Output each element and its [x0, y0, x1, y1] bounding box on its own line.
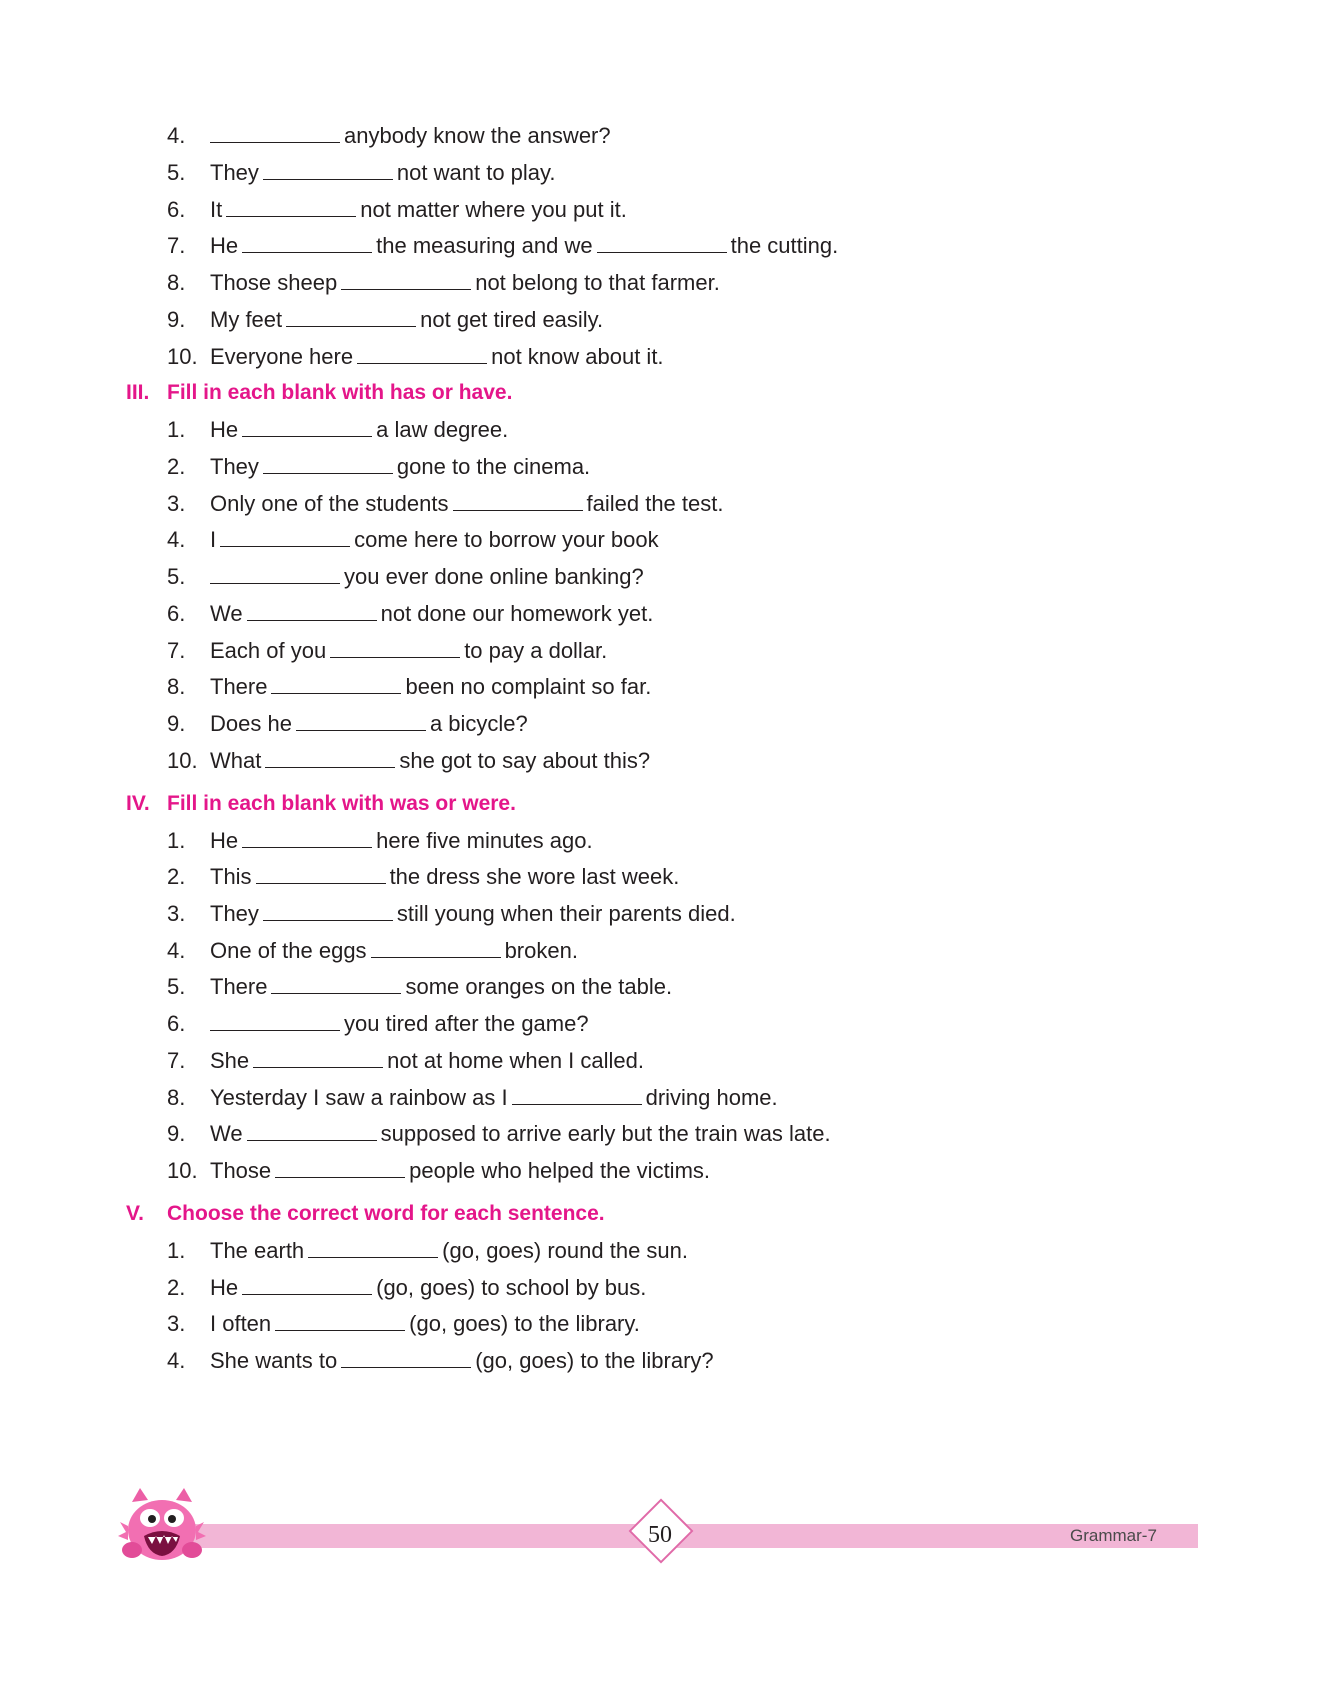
item-text-after: (go, goes) to school by bus. [376, 1275, 647, 1300]
answer-blank[interactable] [296, 708, 426, 731]
item-number: 4. [167, 1348, 186, 1373]
item-text-after: broken. [504, 938, 578, 963]
item-text-after: still young when their parents died. [396, 901, 736, 926]
item-text [210, 1153, 710, 1189]
item-text [210, 192, 627, 228]
item-number: 4. [167, 527, 186, 552]
answer-blank[interactable] [271, 671, 401, 694]
item-text [210, 339, 664, 375]
item-text-before: Everyone here [210, 344, 354, 369]
answer-blank[interactable] [308, 1235, 438, 1258]
answer-blank[interactable] [271, 971, 401, 994]
item-text [210, 1006, 589, 1042]
answer-blank[interactable] [275, 1308, 405, 1331]
item-text [210, 1343, 714, 1379]
answer-blank[interactable] [265, 745, 395, 768]
item-text-before: Each of you [210, 638, 327, 663]
item-text-before: I [210, 527, 217, 552]
item-text-before: My feet [210, 307, 283, 332]
item-number: 1. [167, 828, 186, 853]
item-text-after: driving home. [645, 1085, 778, 1110]
section-title: Choose the correct word for each sentence. [167, 1202, 605, 1225]
item-number: 6. [167, 197, 186, 222]
item-number: 1. [167, 417, 186, 442]
item-text-after: you tired after the game? [344, 1011, 589, 1036]
item-text [210, 896, 736, 932]
answer-blank[interactable] [242, 414, 372, 437]
item-text-before: One of the eggs [210, 938, 367, 963]
item-number: 7. [167, 233, 186, 258]
answer-blank[interactable] [210, 1008, 340, 1031]
item-text-middle: the measuring and we [376, 233, 593, 258]
item-text [210, 155, 556, 191]
answer-blank[interactable] [275, 1155, 405, 1178]
item-text-before: I often [210, 1311, 272, 1336]
item-text-before: Those sheep [210, 270, 338, 295]
item-number: 9. [167, 1121, 186, 1146]
item-text-before: He [210, 1275, 239, 1300]
item-number: 3. [167, 1311, 186, 1336]
item-text-after: anybody know the answer? [344, 123, 611, 148]
item-text [210, 633, 607, 669]
section-title: Fill in each blank with was or were. [167, 792, 516, 815]
answer-blank[interactable] [357, 341, 487, 364]
item-number: 8. [167, 674, 186, 699]
item-text-after: some oranges on the table. [405, 974, 673, 999]
section-roman-numeral: V. [126, 1202, 144, 1225]
item-text-before: There [210, 974, 268, 999]
page-number: 50 [648, 1522, 672, 1548]
item-text-after: the dress she wore last week. [389, 864, 680, 889]
item-number: 10. [167, 1158, 198, 1183]
item-number: 4. [167, 938, 186, 963]
item-number: 3. [167, 901, 186, 926]
answer-blank[interactable] [371, 935, 501, 958]
item-text-after: she got to say about this? [399, 748, 651, 773]
item-text-before: He [210, 828, 239, 853]
item-text-after: here five minutes ago. [376, 828, 593, 853]
item-text [210, 265, 720, 301]
item-text-after: to pay a dollar. [464, 638, 608, 663]
item-text [210, 706, 528, 742]
item-text-after: (go, goes) round the sun. [442, 1238, 688, 1263]
item-text-after: a law degree. [376, 417, 509, 442]
item-text-after: not belong to that farmer. [475, 270, 720, 295]
item-text-before: They [210, 454, 259, 479]
item-number: 5. [167, 160, 186, 185]
item-text-before: The earth [210, 1238, 305, 1263]
item-number: 2. [167, 454, 186, 479]
answer-blank[interactable] [263, 451, 393, 474]
item-text-before: He [210, 417, 239, 442]
item-number: 10. [167, 748, 198, 773]
item-text-after: (go, goes) to the library? [475, 1348, 714, 1373]
section-roman-numeral: III. [126, 381, 150, 404]
item-text-after: not matter where you put it. [360, 197, 627, 222]
answer-blank[interactable] [256, 861, 386, 884]
answer-blank[interactable] [512, 1082, 642, 1105]
item-text-after: supposed to arrive early but the train was late. [380, 1121, 831, 1146]
item-text [210, 933, 578, 969]
item-text-after: not know about it. [491, 344, 664, 369]
item-number: 9. [167, 711, 186, 736]
item-text-before: What [210, 748, 262, 773]
item-number: 5. [167, 974, 186, 999]
item-number: 3. [167, 491, 186, 516]
item-text-after: failed the test. [586, 491, 724, 516]
item-text [210, 859, 679, 895]
item-text-before: Only one of the students [210, 491, 449, 516]
item-number: 4. [167, 123, 186, 148]
item-text-before: This [210, 864, 252, 889]
item-text [210, 522, 659, 558]
answer-blank[interactable] [341, 267, 471, 290]
answer-blank[interactable] [330, 635, 460, 658]
item-number: 8. [167, 270, 186, 295]
item-text [210, 449, 590, 485]
answer-blank[interactable] [341, 1345, 471, 1368]
answer-blank[interactable] [242, 1272, 372, 1295]
item-text-before: We [210, 1121, 243, 1146]
item-number: 9. [167, 307, 186, 332]
item-text [210, 412, 508, 448]
item-text-before: She [210, 1048, 250, 1073]
item-text-after: (go, goes) to the library. [409, 1311, 640, 1336]
item-text-before: Yesterday I saw a rainbow as I [210, 1085, 508, 1110]
item-text [210, 1080, 778, 1116]
item-text-after: not at home when I called. [387, 1048, 644, 1073]
answer-blank[interactable] [253, 1045, 383, 1068]
item-number: 7. [167, 1048, 186, 1073]
item-text-before: They [210, 160, 259, 185]
answer-blank[interactable] [247, 598, 377, 621]
answer-blank[interactable] [210, 561, 340, 584]
item-text-before: It [210, 197, 223, 222]
item-number: 7. [167, 638, 186, 663]
item-text [210, 302, 603, 338]
item-text-before: Those [210, 1158, 272, 1183]
book-title: Grammar-7 [1070, 1526, 1157, 1545]
item-text-before: We [210, 601, 243, 626]
item-text [210, 1306, 640, 1342]
item-text [210, 559, 644, 595]
item-text-before: There [210, 674, 268, 699]
item-text-after: not done our homework yet. [380, 601, 654, 626]
item-text [210, 228, 838, 264]
section-roman-numeral: IV. [126, 792, 150, 815]
item-number: 5. [167, 564, 186, 589]
item-text [210, 1043, 644, 1079]
item-text-before: They [210, 901, 259, 926]
item-text-after: you ever done online banking? [344, 564, 644, 589]
item-number: 1. [167, 1238, 186, 1263]
item-text-after: come here to borrow your book [354, 527, 659, 552]
item-text-after: a bicycle? [429, 711, 528, 736]
answer-blank[interactable] [242, 230, 372, 253]
item-number: 2. [167, 1275, 186, 1300]
answer-blank[interactable] [597, 230, 727, 253]
answer-blank[interactable] [220, 524, 350, 547]
item-text [210, 1270, 646, 1306]
answer-blank[interactable] [286, 304, 416, 327]
item-text [210, 486, 723, 522]
item-text-after: gone to the cinema. [396, 454, 591, 479]
item-text [210, 596, 653, 632]
item-text-before: He [210, 233, 239, 258]
item-text-after: the cutting. [730, 233, 839, 258]
item-text-after: people who helped the victims. [409, 1158, 711, 1183]
item-text-before: Does he [210, 711, 292, 736]
answer-blank[interactable] [247, 1118, 377, 1141]
item-text [210, 823, 593, 859]
answer-blank[interactable] [263, 898, 393, 921]
item-text [210, 969, 672, 1005]
item-text [210, 118, 611, 154]
answer-blank[interactable] [453, 488, 583, 511]
item-text [210, 1116, 831, 1152]
answer-blank[interactable] [210, 120, 340, 143]
item-text-after: not get tired easily. [420, 307, 604, 332]
item-text [210, 743, 650, 779]
item-number: 6. [167, 601, 186, 626]
answer-blank[interactable] [242, 825, 372, 848]
answer-blank[interactable] [263, 157, 393, 180]
item-text [210, 669, 651, 705]
item-text-before: She wants to [210, 1348, 338, 1373]
item-number: 8. [167, 1085, 186, 1110]
answer-blank[interactable] [226, 194, 356, 217]
section-title: Fill in each blank with has or have. [167, 381, 513, 404]
item-text [210, 1233, 688, 1269]
item-number: 2. [167, 864, 186, 889]
item-number: 10. [167, 344, 198, 369]
item-text-after: been no complaint so far. [405, 674, 652, 699]
item-number: 6. [167, 1011, 186, 1036]
item-text-after: not want to play. [396, 160, 556, 185]
monster-mascot-icon [118, 1484, 206, 1566]
